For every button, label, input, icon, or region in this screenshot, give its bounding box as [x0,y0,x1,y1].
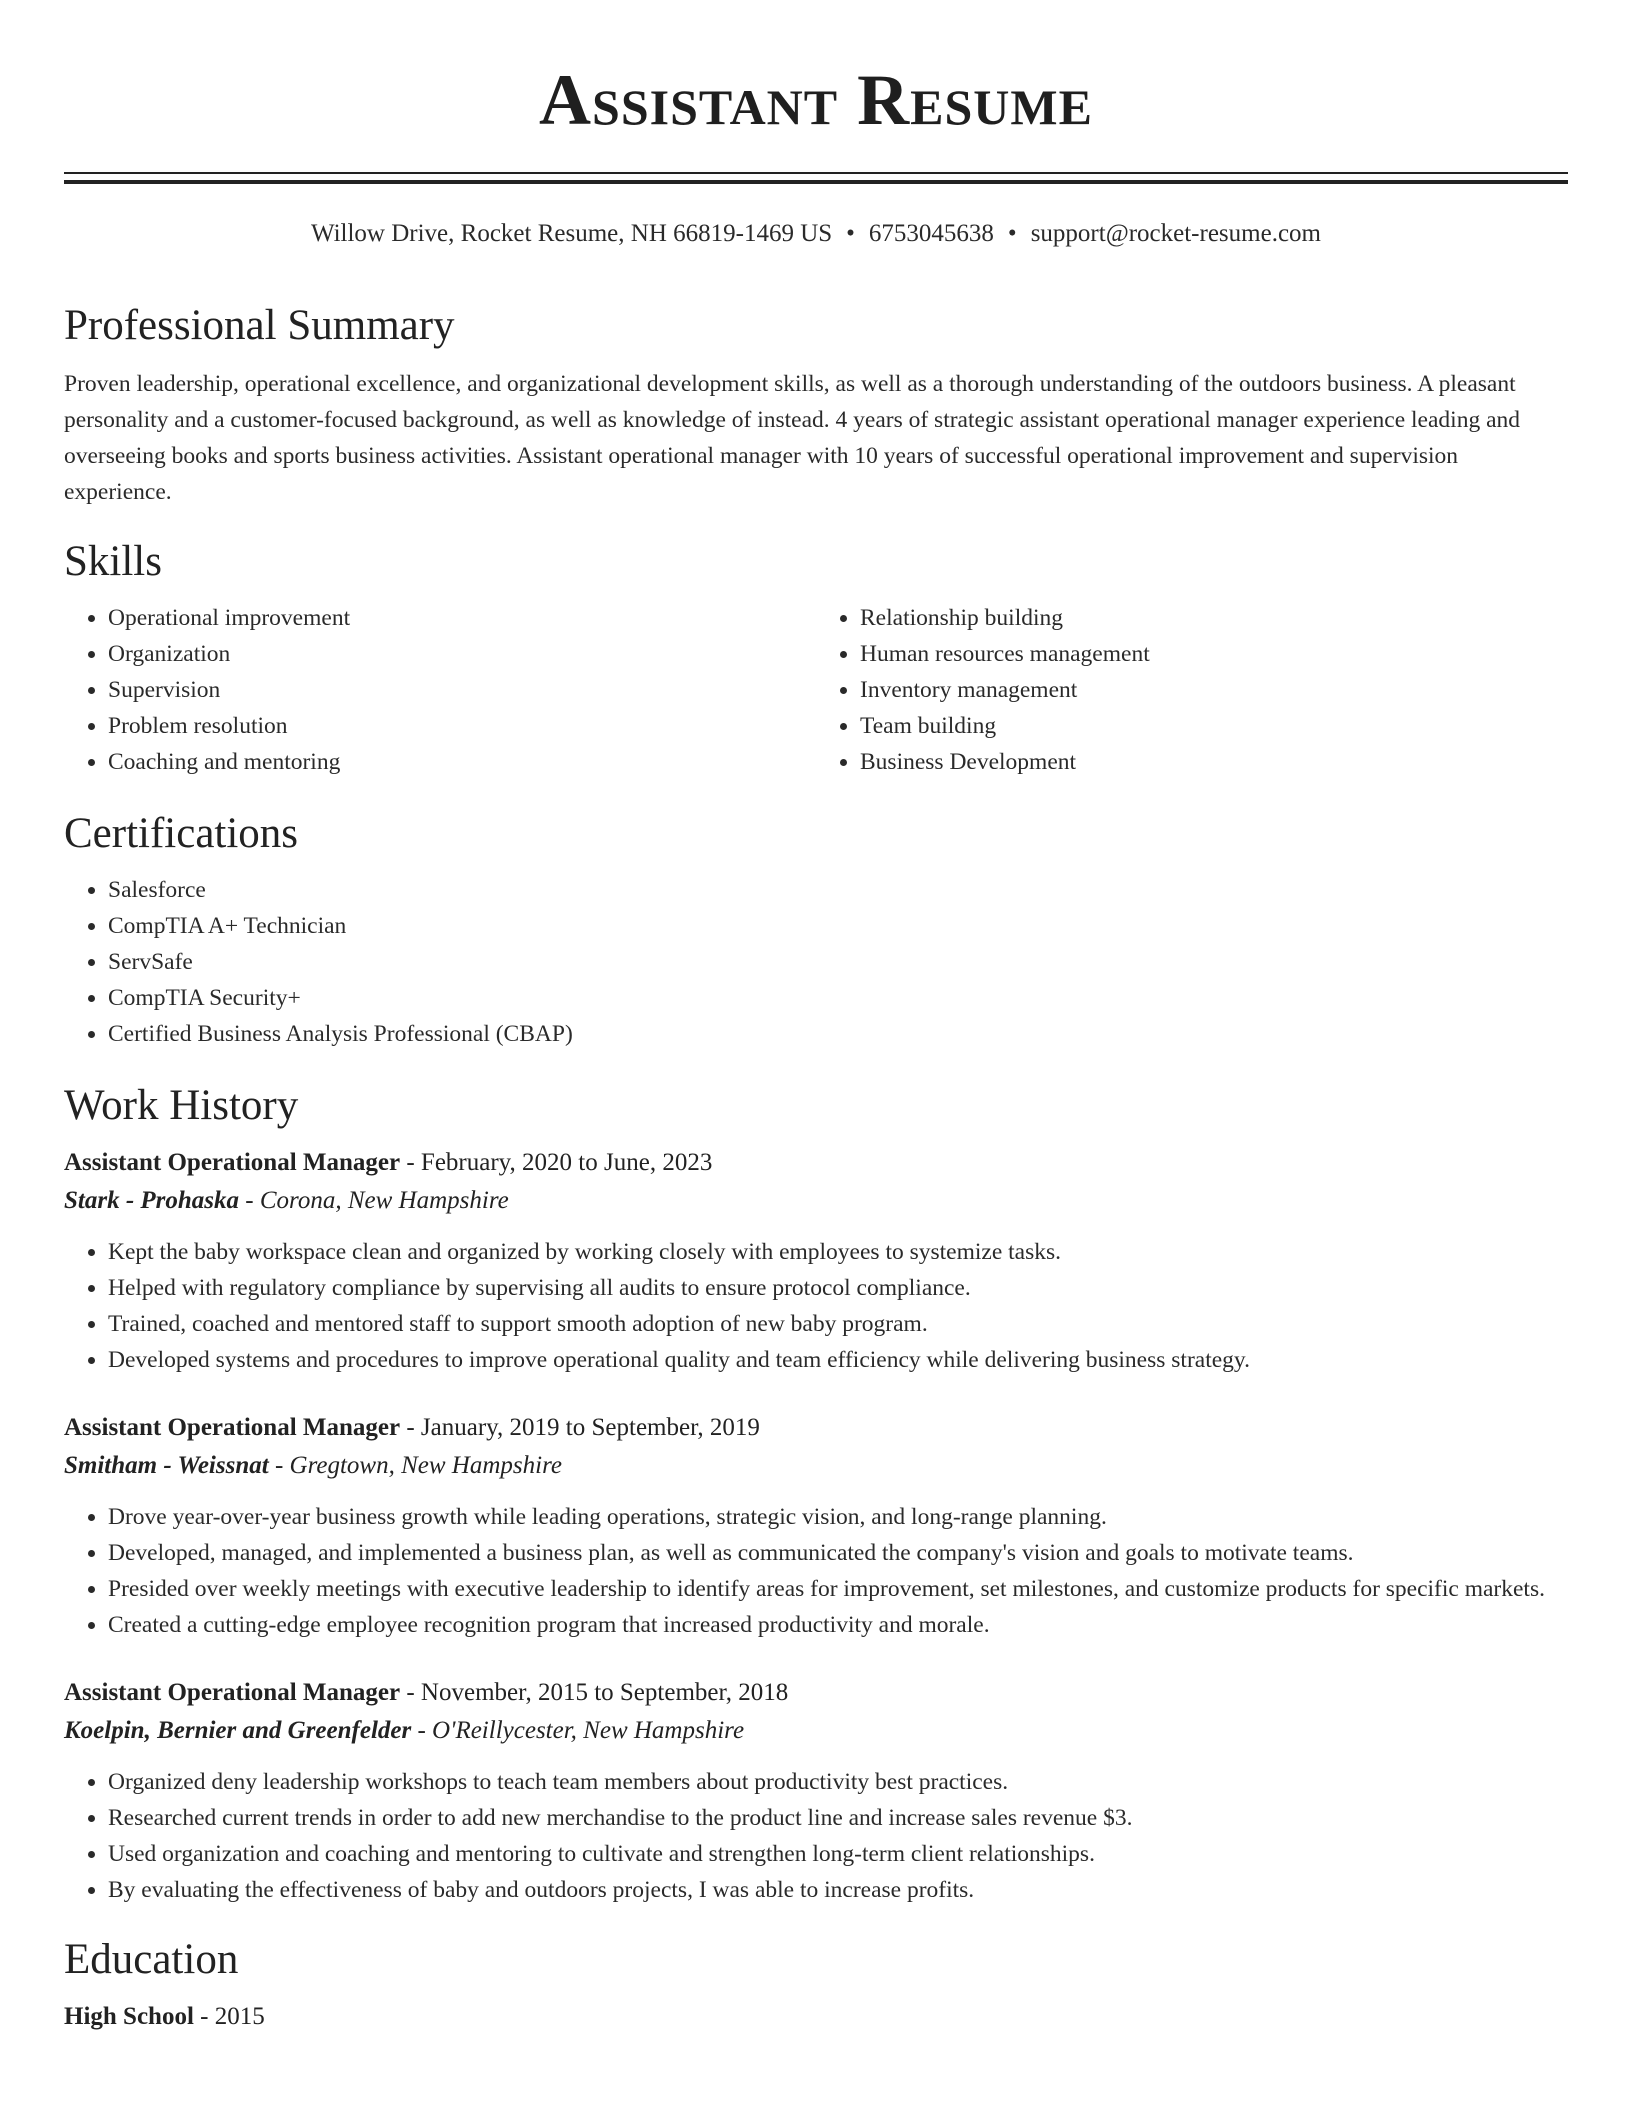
job-company-line [64,1447,1568,1485]
skills-left-list [64,600,816,780]
certification-item: • ServSafe [108,944,1568,980]
job-bullet: • Presided over weekly meetings with executive leadership to identify areas for improvement, set milestones, and customize products for specific markets. [108,1571,1568,1607]
skill-item: • Human resources management [860,636,1568,672]
job-bullet: • Trained, coached and mentored staff to support smooth adoption of new baby program. [108,1306,1568,1342]
certifications-heading: Certifications [64,810,299,857]
skills-heading: Skills [64,538,162,585]
job-bullet: • Used organization and coaching and mentoring to cultivate and strengthen long-term client relationships. [108,1836,1568,1872]
job-company: Stark - Prohaska [64,1187,240,1214]
job-company: Smitham - Weissnat [64,1452,269,1479]
job-bullet: • Kept the baby workspace clean and organized by working closely with employees to systemize tasks. [108,1234,1568,1270]
skill-item: • Operational improvement [108,600,816,636]
job-title: Assistant Operational Manager [64,1414,401,1441]
certification-item: • Salesforce [108,872,1568,908]
job-bullet: • Researched current trends in order to add new merchandise to the product line and increase sales revenue $3. [108,1800,1568,1836]
education-section [64,1934,1568,2036]
job-bullet: • Created a cutting-edge employee recognition program that increased productivity and morale. [108,1607,1568,1643]
summary-heading: Professional Summary [64,302,455,349]
job-bullet: • Helped with regulatory compliance by supervising all audits to ensure protocol compliance. [108,1270,1568,1306]
job-header [64,1144,1568,1182]
certifications-section [64,808,1568,1052]
skills-right-list [816,600,1568,780]
contact-separator: • [1007,220,1017,247]
job-dates: - February, 2020 to June, 2023 [400,1149,713,1176]
job-bullet: • Developed systems and procedures to improve operational quality and team efficiency while delivering business strategy. [108,1342,1568,1378]
education-entry [64,1998,1568,2036]
job-location: - Corona, New Hampshire [239,1187,509,1214]
job-entry [64,1674,1568,1908]
job-bullets [64,1234,1568,1378]
education-degree: High School [64,2003,194,2030]
contact-phone: 6753045638 [868,220,994,247]
summary-section [64,300,1568,510]
job-bullet: • By evaluating the effectiveness of baby and outdoors projects, I was able to increase profits. [108,1872,1568,1908]
skill-item: • Organization [108,636,816,672]
job-company: Koelpin, Bernier and Greenfelder [64,1717,412,1744]
skill-item: • Inventory management [860,672,1568,708]
certifications-list [64,872,1568,1052]
job-header [64,1409,1568,1447]
job-entry [64,1144,1568,1378]
certification-item: • CompTIA A+ Technician [108,908,1568,944]
title-divider-thick [64,180,1568,184]
job-title: Assistant Operational Manager [64,1149,401,1176]
skill-item: • Problem resolution [108,708,816,744]
job-entry [64,1409,1568,1643]
summary-text: Proven leadership, operational excellence, and organizational development skills, as well as a thorough understanding of the outdoors business. A pleasant personality and a customer-focused background, as well as knowledge of instead. 4 years of strategic assistant operational manager experience leading and overseeing books and sports business activities. Assistant operational manager with 10 years of successful operational improvement and supervision experience. [64,371,1521,505]
job-company-line [64,1712,1568,1750]
certification-item: • Certified Business Analysis Professional (CBAP) [108,1016,1568,1052]
contact-separator: • [846,220,855,247]
job-bullet: • Developed, managed, and implemented a business plan, as well as communicated the company's vision and goals to motivate teams. [108,1535,1568,1571]
job-bullet: • Drove year-over-year business growth while leading operations, strategic vision, and long-range planning. [108,1499,1568,1535]
page-title: Assistant Resume [539,60,1093,140]
job-location: - O'Reillycester, New Hampshire [411,1717,745,1744]
skill-item: • Supervision [108,672,816,708]
education-year: - 2015 [193,2003,265,2030]
job-dates: - January, 2019 to September, 2019 [400,1414,760,1441]
certification-item: • CompTIA Security+ [108,980,1568,1016]
job-bullet: • Organized deny leadership workshops to teach team members about productivity best practices. [108,1764,1568,1800]
skill-item: • Relationship building [860,600,1568,636]
job-dates: - November, 2015 to September, 2018 [400,1679,789,1706]
work-history-section [64,1080,1568,1908]
contact-address: Willow Drive, Rocket Resume, NH 66819-1469 US [311,220,833,247]
title-divider-thin [64,172,1568,174]
work-history-heading: Work History [64,1082,299,1129]
skills-columns [64,600,1568,780]
contact-line [64,218,1568,250]
job-bullets [64,1499,1568,1643]
job-title: Assistant Operational Manager [64,1679,401,1706]
job-company-line [64,1182,1568,1220]
skills-section [64,536,1568,780]
contact-email: support@rocket-resume.com [1030,220,1321,247]
skill-item: • Team building [860,708,1568,744]
job-header [64,1674,1568,1712]
skill-item: • Business Development [860,744,1568,780]
skill-item: • Coaching and mentoring [108,744,816,780]
job-bullets [64,1764,1568,1908]
job-location: - Gregtown, New Hampshire [268,1452,562,1479]
education-heading: Education [64,1936,239,1983]
